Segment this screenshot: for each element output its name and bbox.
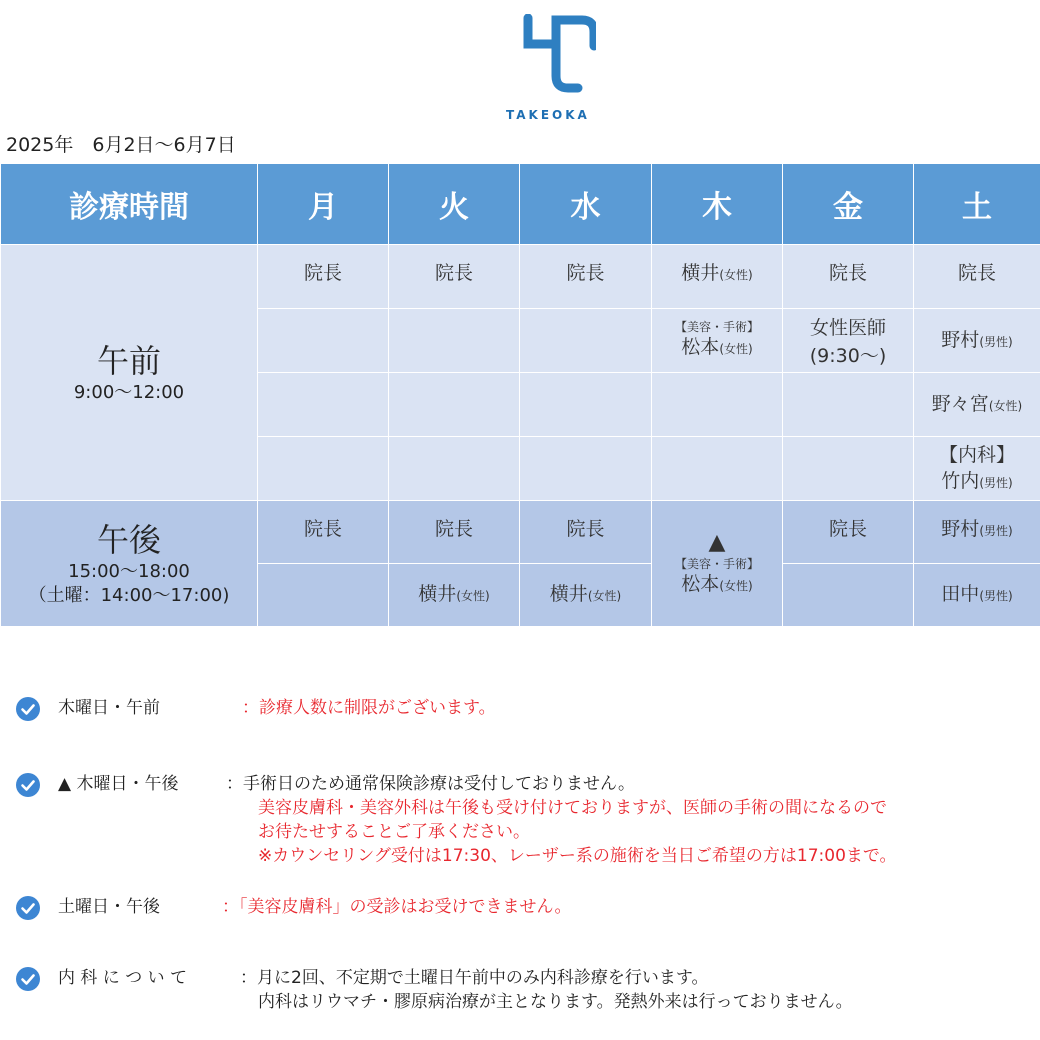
am-wed: 院長 [520, 245, 652, 309]
doctor-name: 横井 [681, 262, 720, 284]
doctor-name: 野々宮 [931, 392, 989, 415]
day-tue: 火 [389, 164, 520, 245]
am-sat-internal [914, 437, 1040, 501]
doctor-name: 松本 [681, 572, 720, 595]
doctor-name: 野村 [941, 328, 980, 351]
empty-cell [389, 309, 520, 373]
triangle-mark: ▲ [708, 529, 726, 555]
empty-cell [520, 309, 652, 373]
header-row [1, 164, 1040, 245]
pm-time-sat: （土曜：14:00～17:00) [28, 584, 230, 606]
empty-cell [389, 373, 520, 437]
note-label: 木曜日・午前 [58, 698, 194, 718]
gender-note: (男性) [979, 475, 1013, 490]
note-item [16, 967, 1016, 1015]
pm-name: 午後 [96, 520, 161, 559]
gender-note: (女性) [719, 578, 753, 593]
pm-tue: 院長 [389, 501, 520, 564]
pm-tue [389, 564, 520, 627]
check-circle-icon [16, 967, 40, 991]
am-thu [652, 245, 783, 309]
pm-time: 15:00～18:00 [68, 560, 190, 582]
doctor-name: 田中 [941, 583, 980, 605]
empty-cell [258, 564, 389, 627]
note-item [16, 896, 1016, 920]
am-sat [914, 373, 1040, 437]
doctor-name: 女性医師 [809, 316, 886, 339]
am-tue: 院長 [389, 245, 520, 309]
brand-name: TAKEOKA [506, 108, 590, 122]
date-range: 2025年 6月2日～6月7日 [6, 134, 236, 156]
day-wed: 水 [520, 164, 652, 245]
empty-cell [258, 373, 389, 437]
note-text: 内科はリウマチ・膠原病治療が主となります。発熱外来は行っておりません。 [258, 992, 853, 1012]
empty-cell [783, 373, 914, 437]
pm-thu-surgery [652, 501, 783, 627]
gender-note: (女性) [456, 589, 490, 603]
header-label: 診療時間 [1, 164, 258, 245]
doctor-name: 横井 [549, 583, 588, 605]
doctor-name: 野村 [941, 518, 980, 540]
pm-fri: 院長 [783, 501, 914, 564]
note-text: ：「美容皮膚科」の受診はお受けできません。 [222, 897, 572, 917]
pm-period [1, 501, 258, 627]
takeoka-logo-icon [516, 14, 596, 94]
am-row [1, 245, 1040, 309]
pm-row [1, 501, 1040, 564]
doctor-name: 横井 [418, 583, 457, 605]
empty-cell [520, 373, 652, 437]
takeoka-logo [506, 14, 604, 122]
note-text: 美容皮膚科・美容外科は午後も受け付けておりますが、医師の手術の間になるので [258, 798, 887, 818]
note-label: ▲ 木曜日・午後 [58, 774, 179, 794]
pm-mon: 院長 [258, 501, 389, 564]
gender-note: (女性) [587, 589, 622, 603]
day-fri: 金 [783, 164, 914, 245]
note-text: ※カウンセリング受付は17:30、レーザー系の施術を当日ご希望の方は17:00まで。 [258, 846, 897, 866]
am-fri: 院長 [783, 245, 914, 309]
check-circle-icon [16, 773, 40, 797]
note-text: ：診療人数に制限がございます。 [242, 698, 496, 718]
note-text: お待たせすることご了承ください。 [258, 822, 530, 842]
gender-note: (女性) [719, 342, 753, 356]
gender-note: (男性) [979, 524, 1013, 538]
empty-cell [652, 437, 783, 501]
empty-cell [520, 437, 652, 501]
empty-cell [258, 437, 389, 501]
am-mon: 院長 [258, 245, 389, 309]
pm-wed [520, 564, 652, 627]
pm-wed: 院長 [520, 501, 652, 564]
am-time: 9:00～12:00 [73, 381, 185, 403]
note-text: ：月に2回、不定期で土曜日午前中のみ内科診療を行います。 [240, 968, 709, 988]
am-sat [914, 309, 1040, 373]
note-item [16, 697, 1016, 721]
schedule-table [0, 163, 1040, 627]
pm-sat [914, 501, 1040, 564]
empty-cell [389, 437, 520, 501]
empty-cell [258, 309, 389, 373]
pm-sat [914, 564, 1040, 627]
gender-note: (女性) [719, 268, 753, 282]
internal-medicine-tag: 【内科】 [938, 443, 1015, 466]
am-name: 午前 [96, 341, 161, 380]
day-sat: 土 [914, 164, 1040, 245]
empty-cell [652, 373, 783, 437]
day-mon: 月 [258, 164, 389, 245]
doctor-name: 竹内 [941, 469, 980, 492]
gender-note: (女性) [988, 398, 1023, 413]
empty-cell [783, 437, 914, 501]
surgery-tag: 【美容・手術】 [674, 556, 759, 571]
check-circle-icon [16, 896, 40, 920]
day-thu: 木 [652, 164, 783, 245]
note-label: 土曜日・午後 [58, 897, 194, 917]
surgery-tag: 【美容・手術】 [674, 320, 759, 334]
am-fri-female [783, 309, 914, 373]
start-time: (9:30～) [809, 344, 887, 367]
am-period [1, 245, 258, 501]
am-sat: 院長 [914, 245, 1040, 309]
note-label: 内 科 に つ い て [58, 968, 188, 988]
am-thu-surgery [652, 309, 783, 373]
doctor-name: 松本 [681, 336, 720, 358]
empty-cell [783, 564, 914, 627]
check-circle-icon [16, 697, 40, 721]
note-text: ：手術日のため通常保険診療は受付しておりません。 [226, 774, 636, 794]
gender-note: (男性) [979, 589, 1013, 603]
gender-note: (男性) [979, 334, 1013, 349]
note-item [16, 773, 1016, 873]
